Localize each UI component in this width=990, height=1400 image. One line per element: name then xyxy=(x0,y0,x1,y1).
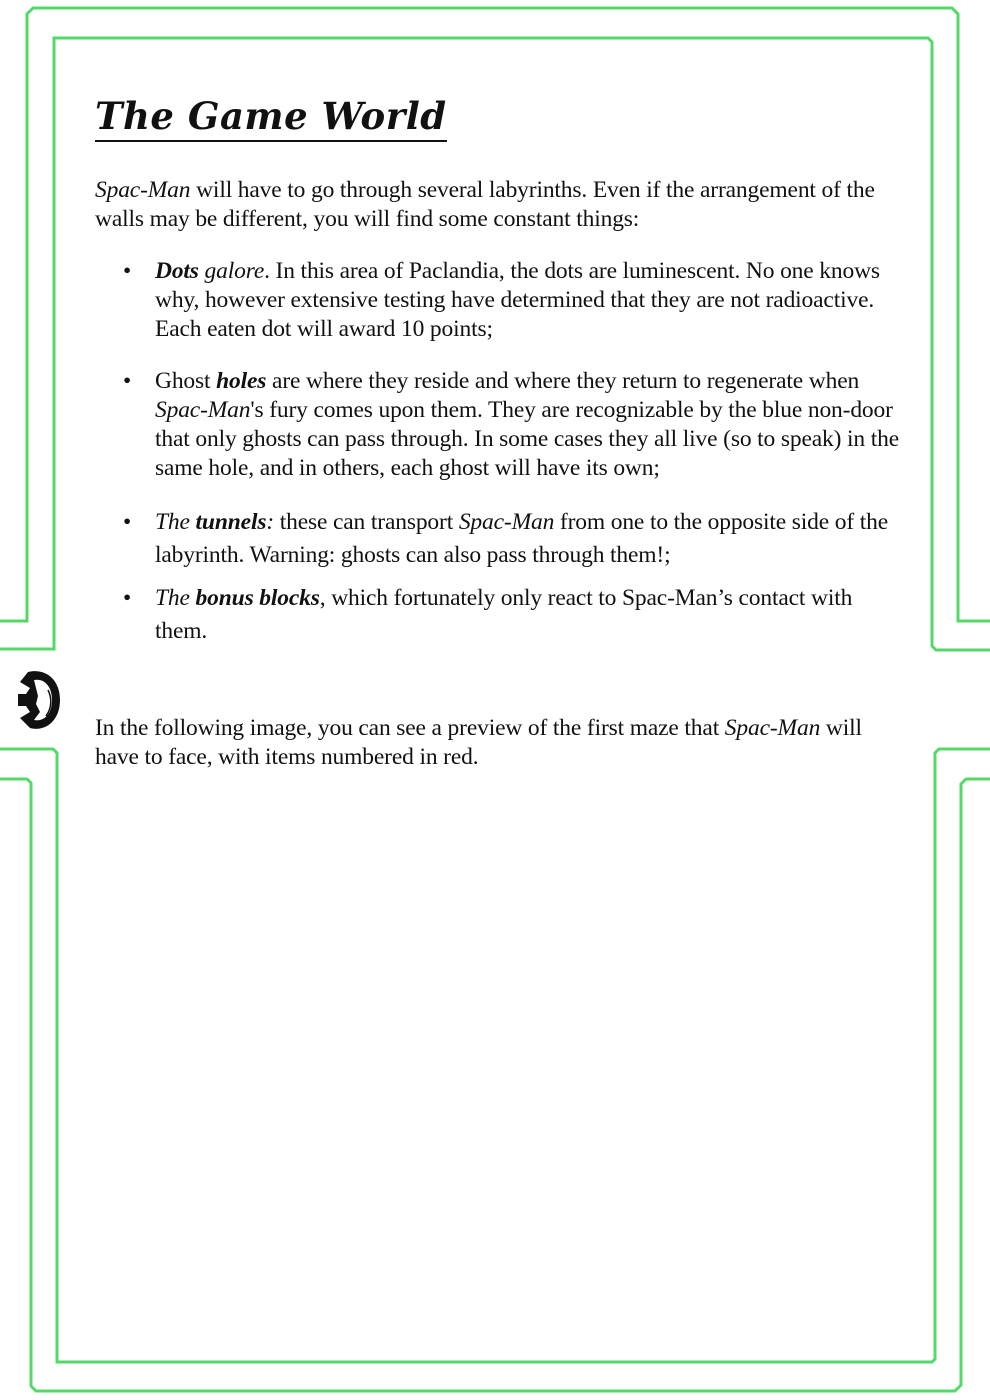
list-item-text: , which fortunately only react to Spac-Man’s contact with them. xyxy=(155,585,853,644)
term-bonus-blocks: bonus blocks xyxy=(195,585,320,611)
list-item-prefix: The xyxy=(155,509,196,535)
list-item-text: these can transport xyxy=(274,509,459,535)
list-item-colon: : xyxy=(266,509,275,535)
page-content xyxy=(95,92,905,772)
constant-things-list xyxy=(95,257,905,648)
spac-man-name: Spac-Man xyxy=(95,177,191,203)
spac-man-name: Spac-Man xyxy=(458,509,555,535)
list-item-text: from one to the opposite side of the labyrinth. Warning: ghosts can also pass through them!; xyxy=(155,509,889,568)
list-item-holes xyxy=(95,367,905,483)
bullet-glyph: • xyxy=(123,368,132,394)
spac-man-name: Spac-Man xyxy=(155,397,251,423)
list-item-prefix: The xyxy=(155,585,196,611)
term-galore: galore xyxy=(198,258,265,284)
bullet-glyph: • xyxy=(123,258,132,284)
intro-paragraph xyxy=(95,176,905,234)
list-item-text: are where they reside and where they return to regenerate when xyxy=(266,368,860,394)
intro-text: will have to go through several labyrinths. Even if the arrangement of the walls may be different, you will find some constant things: xyxy=(95,177,875,232)
list-item-text: . In this area of Paclandia, the dots are luminescent. No one knows why, however extensive testing have determined that they are not radioactive. Each eaten dot will award 10 points; xyxy=(155,258,880,342)
term-holes: holes xyxy=(216,368,267,394)
inner-wall-lower xyxy=(0,749,990,1362)
list-item-tunnels xyxy=(95,506,905,572)
term-tunnels: tunnels xyxy=(195,509,267,535)
closing-paragraph xyxy=(95,714,905,772)
spac-man-name: Spac-Man xyxy=(724,715,821,741)
outer-wall-lower xyxy=(0,779,990,1391)
list-item-dots xyxy=(95,257,905,344)
bullet-glyph: • xyxy=(123,585,132,611)
term-dots: Dots xyxy=(155,258,199,284)
closing-text: will have to face, with items numbered in red. xyxy=(95,715,862,770)
bullet-glyph: • xyxy=(123,509,132,535)
spac-man-logo-icon xyxy=(14,668,64,732)
closing-text: In the following image, you can see a preview of the first maze that xyxy=(95,715,725,741)
list-item-prefix: Ghost xyxy=(155,368,217,394)
page-title: The Game World xyxy=(95,92,447,142)
list-item-bonus-blocks xyxy=(95,582,905,648)
list-item-text: 's fury comes upon them. They are recognizable by the blue non-door that only ghosts can pass through. In some cases they all live (so to speak) in the same hole, and in others, each ghost will have its own; xyxy=(155,397,899,481)
